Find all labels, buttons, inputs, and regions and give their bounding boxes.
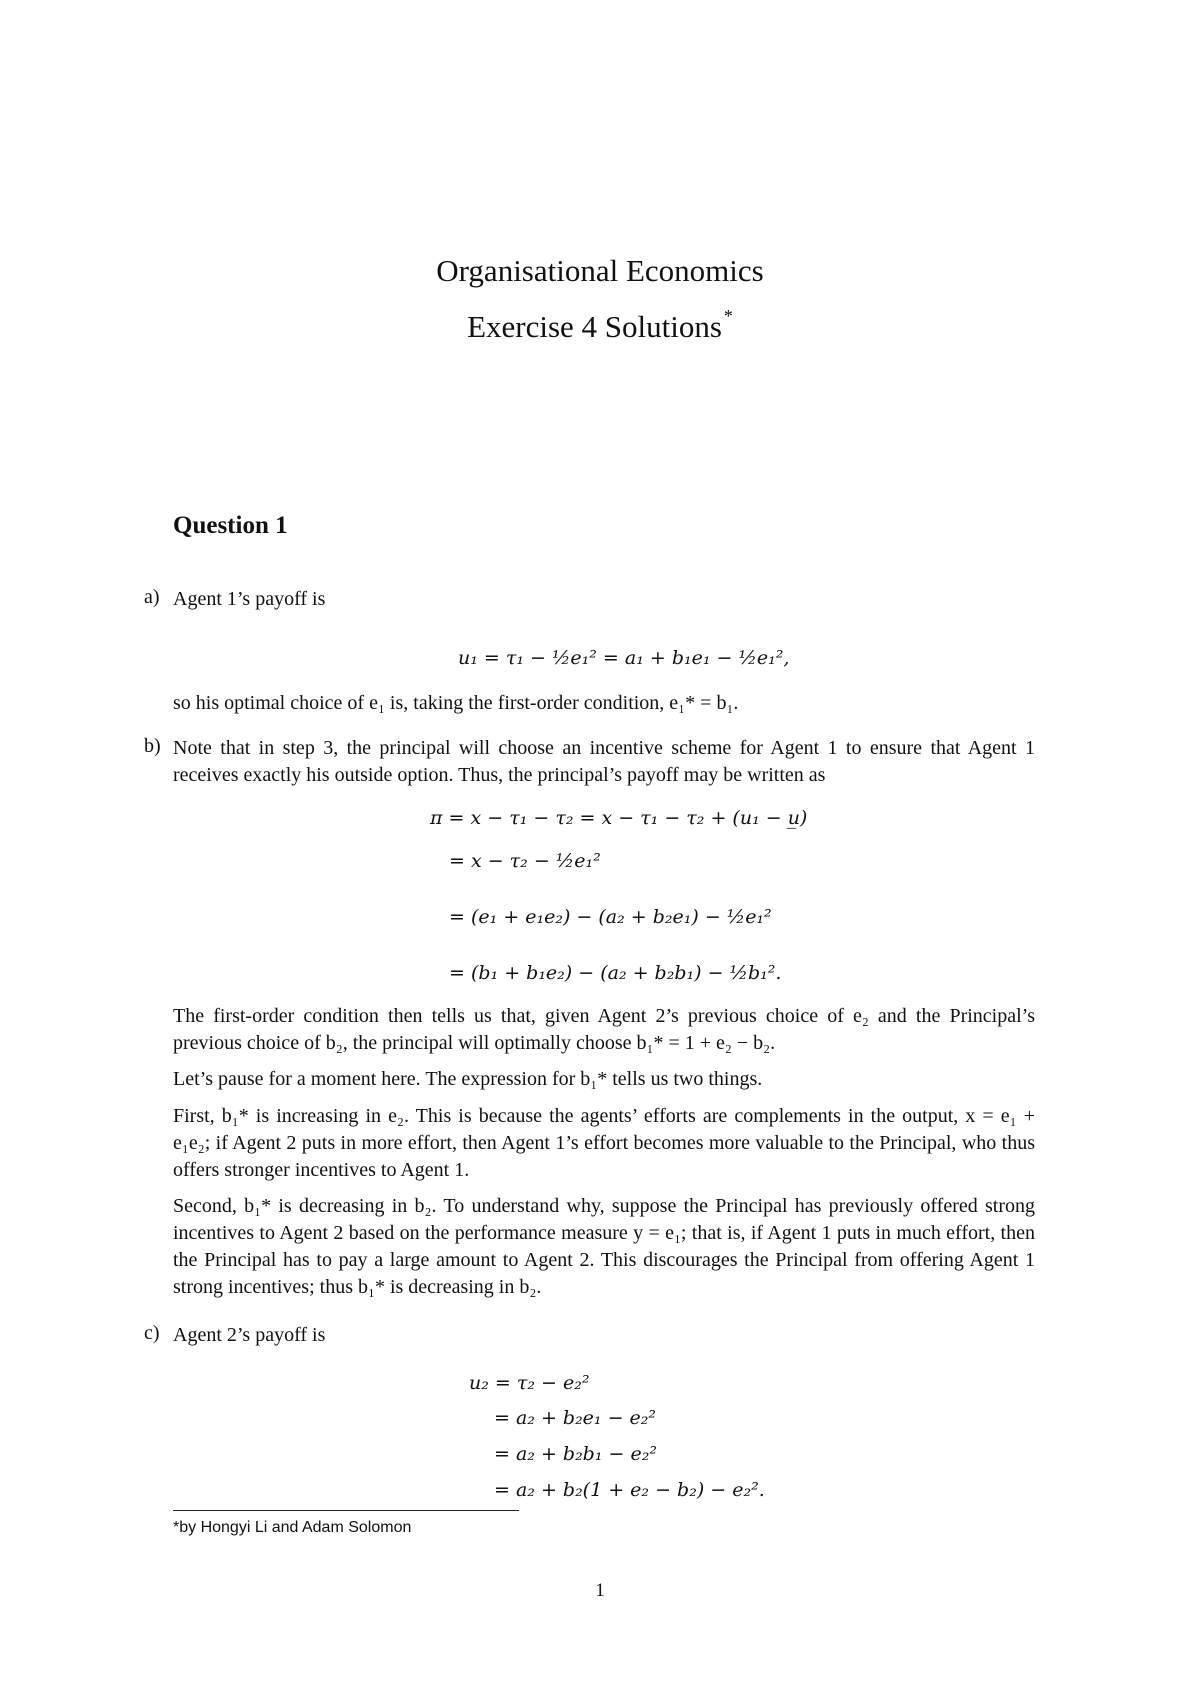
part-c-intro: Agent 2’s payoff is	[173, 1324, 326, 1346]
footnote-marker: *	[723, 306, 733, 326]
part-a-equation: u₁ = τ₁ − ½e₁² = a₁ + b₁e₁ − ½e₁²,	[458, 647, 790, 669]
part-b-equation-4: = (b₁ + b₁e₂) − (a₂ + b₂b₁) − ½b₁².	[449, 962, 782, 984]
part-c-equation-3: = a₂ + b₂b₁ − e₂²	[494, 1443, 657, 1465]
page-number: 1	[595, 1580, 605, 1601]
part-b-equation-1: π = x − τ₁ − τ₂ = x − τ₁ − τ₂ + (u₁ − u̲)	[430, 807, 808, 829]
footnote-divider	[173, 1510, 519, 1511]
document-subtitle	[0, 296, 1200, 347]
part-b-para-1: The first-order condition then tells us that, given Agent 2’s previous choice of e₂ and the Principal’s previous choice of b₂, the principal will optimally choose b₁* = 1 + e₂ − b₂.	[173, 1005, 1035, 1054]
document-title: Organisational Economics	[436, 253, 764, 288]
part-b-para-2: Let’s pause for a moment here. The expression for b₁* tells us two things.	[173, 1068, 763, 1090]
footnote: *by Hongyi Li and Adam Solomon	[173, 1519, 412, 1536]
part-a-conclusion: so his optimal choice of e₁ is, taking the first-order condition, e₁* = b₁.	[173, 692, 739, 714]
part-a-label: a)	[144, 586, 160, 608]
part-a-intro: Agent 1’s payoff is	[173, 588, 326, 610]
subtitle-text: Exercise 4 Solutions	[467, 309, 722, 344]
part-c-equation-4: = a₂ + b₂(1 + e₂ − b₂) − e₂².	[494, 1479, 765, 1501]
part-b-equation-3: = (e₁ + e₁e₂) − (a₂ + b₂e₁) − ½e₁²	[449, 906, 772, 928]
part-c-equation-1: u₂ = τ₂ − e₂²	[469, 1372, 590, 1394]
part-b-label: b)	[144, 735, 161, 757]
part-b-equation-2: = x − τ₂ − ½e₁²	[449, 850, 601, 872]
part-b-para-3: First, b₁* is increasing in e₂. This is because the agents’ efforts are complements in the output, x = e₁ + e₁e₂; if Agent 2 puts in more effort, then Agent 1’s effort becomes more valuable to the Principal, who thus offers stronger incentives to Agent 1.	[173, 1105, 1035, 1181]
part-b-para-4: Second, b₁* is decreasing in b₂. To understand why, suppose the Principal has previously offered strong incentives to Agent 2 based on the performance measure y = e₁; that is, if Agent 1 puts in much effort, then the Principal has to pay a large amount to Agent 2. This discourages the Principal from offering Agent 1 strong incentives; thus b₁* is decreasing in b₂.	[173, 1195, 1035, 1298]
part-c-equation-2: = a₂ + b₂e₁ − e₂²	[494, 1407, 657, 1429]
part-b-intro: Note that in step 3, the principal will choose an incentive scheme for Agent 1 to ensure that Agent 1 receives exactly his outside option. Thus, the principal’s payoff may be written as	[173, 737, 1035, 786]
part-c-label: c)	[144, 1322, 160, 1344]
question-heading: Question 1	[173, 512, 288, 539]
